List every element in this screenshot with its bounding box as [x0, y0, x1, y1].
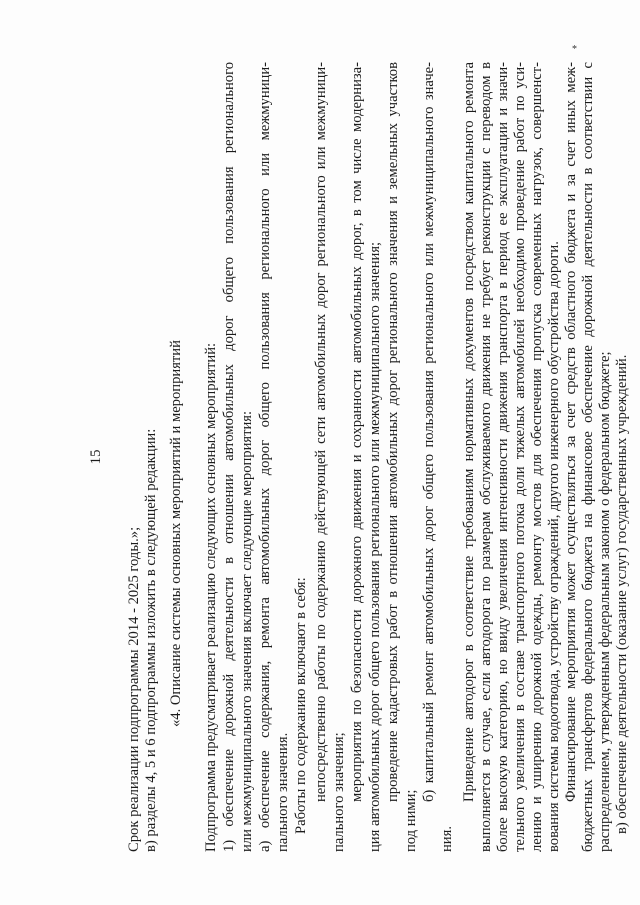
- text-line: более высокую категорию, но ввиду увеличения интенсивности движения транспорта в период ее эксплуатации и значи-: [495, 62, 511, 852]
- text-line: а) обеспечение содержания, ремонта автомобильных дорог общего пользования регионального или межмуници-: [257, 62, 273, 852]
- text-line: б) капитальный ремонт автомобильных дорог общего пользования регионального или межмуниципального значе-: [421, 62, 437, 802]
- text-line: Работы по содержанию включают в себя:: [293, 577, 309, 834]
- text-line: непосредственно работы по содержанию действующей сети автомобильных дорог регионального или межмуници-: [313, 62, 329, 802]
- page-number: 15: [88, 449, 104, 465]
- text-line: 1) обеспечение дорожной деятельности в отношении автомобильных дорог общего пользования регионального: [221, 62, 237, 852]
- text-line: вования системы водоотвода, устройству ограждений, другого инженерного обустройства дороги.: [546, 241, 562, 852]
- text-line: проведение кадастровых работ в отношении автомобильных дорог регионального значения и земельных участков: [385, 62, 401, 802]
- text-line: Финансирование мероприятия может осуществляться за счет средств областного бюджета и за счет иных меж-: [563, 62, 579, 802]
- text-line: лению и уширению дорожной одежды, ремонту мостов для обеспечения пропуска современных нагрузок, совершенст-: [529, 62, 545, 852]
- rotated-text-block: [88, 62, 630, 852]
- text-line: под ними;: [403, 789, 419, 852]
- text-line: Срок реализации подпрограммы 2014 - 2025 годы.»;: [126, 526, 142, 852]
- text-line: бюджетных трансфертов федерального бюджета на финансовое обеспечение дорожной деятельности в соответствии с: [580, 62, 596, 852]
- text-line: выполняется в случае, если автодорога по размерам обслуживаемого движения не требует реконструкции с переводом в: [478, 62, 494, 852]
- text-line: или межмуниципального значения включает следующие мероприятия:: [239, 410, 255, 852]
- text-line: пального значения;: [331, 732, 347, 852]
- text-line: мероприятия по безопасности дорожного движения и сохранности автомобильных дорог, в том числе модерниза-: [349, 62, 365, 802]
- text-line: Приведение автодорог в соответствие требованиям нормативных документов посредством капитального ремонта: [461, 62, 477, 802]
- text-line: Подпрограмма предусматривает реализацию следующих основных мероприятий:: [203, 342, 219, 852]
- text-line: ция автомобильных дорог общего пользования регионального или межмуниципального значения;: [367, 241, 383, 852]
- text-line: тельного увеличения в составе транспортного потока доли тяжелых автомобилей необходимо проведение работ по уси-: [512, 62, 528, 852]
- text-line: в) разделы 4, 5 и 6 подпрограммы изложить в следующей редакции:: [143, 428, 159, 852]
- text-line: в) обеспечение деятельности (оказание услуг) государственных учреждений.: [614, 354, 630, 834]
- corner-mark: *: [572, 44, 577, 55]
- text-line: пального значения.: [275, 732, 291, 852]
- text-line: ния.: [439, 826, 455, 852]
- section-heading: «4. Описание системы основных мероприятий и мероприятий: [168, 340, 184, 727]
- text-line: распределением, утвержденным федеральным законом о федеральном бюджете;: [597, 351, 613, 852]
